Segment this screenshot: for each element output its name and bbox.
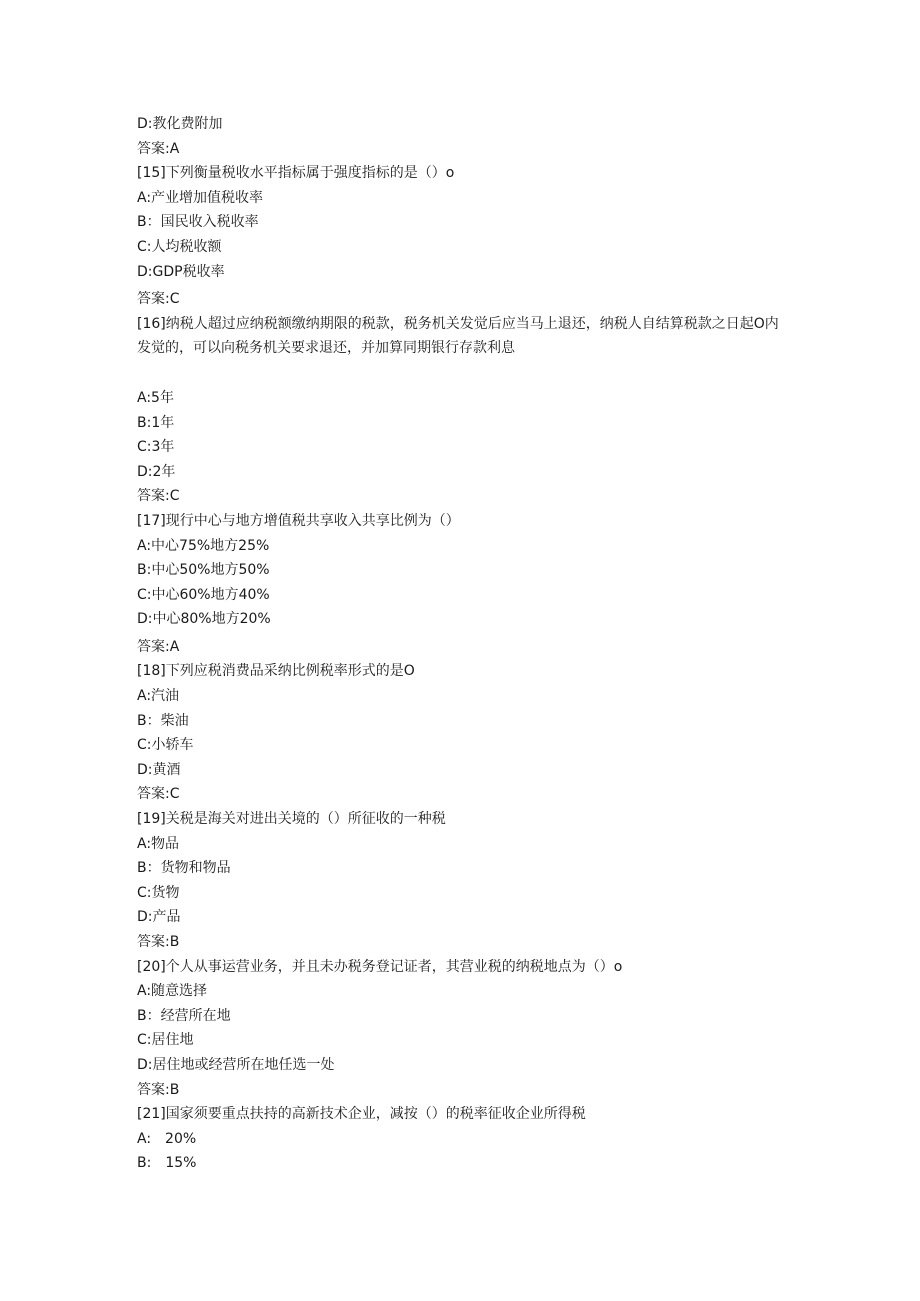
option-d: D:居住地或经营所在地任选一处	[137, 1056, 335, 1073]
answer: 答案:C	[137, 291, 180, 308]
option-c: C:中心60%地方40%	[137, 586, 270, 603]
option-a: A: 20%	[137, 1130, 197, 1147]
option-c: C:居住地	[137, 1032, 194, 1049]
option-b: B:1年	[137, 414, 175, 431]
option-b: B：经营所在地	[137, 1007, 231, 1024]
question-16: [16]纳税人超过应纳税额缴纳期限的税款，税务机关发觉后应当马上退还，纳税人自结算税款之日起O内发觉的，可以向税务机关要求退还，并加算同期银行存款利息	[137, 315, 779, 357]
option-c: C:货物	[137, 884, 180, 901]
answer: 答案:C	[137, 488, 180, 505]
option-a: A:中心75%地方25%	[137, 537, 270, 554]
option-a: A:随意选择	[137, 983, 208, 1000]
document-page	[137, 112, 787, 1176]
option-d: D:教化费附加	[137, 116, 223, 132]
question-15: [15]下列衡量税收水平指标属于强度指标的是（）o	[137, 165, 455, 182]
answer: 答案:A	[137, 140, 180, 157]
option-c: C:人均税收额	[137, 238, 222, 255]
option-b: B：货物和物品	[137, 860, 231, 877]
option-a: A:汽油	[137, 688, 180, 705]
answer: 答案:C	[137, 786, 180, 803]
option-b: B：柴油	[137, 712, 189, 729]
question-21: [21]国家须要重点扶持的高新技术企业，减按（）的税率征收企业所得税	[137, 1106, 586, 1123]
option-a: A:产业增加值税收率	[137, 189, 264, 206]
question-18: [18]下列应税消费品采纳比例税率形式的是O	[137, 663, 415, 680]
option-b: B：国民收入税收率	[137, 214, 259, 231]
option-a: A:5年	[137, 389, 174, 406]
answer: 答案:A	[137, 638, 180, 655]
option-a: A:物品	[137, 835, 180, 852]
option-d: D:GDP税收率	[137, 263, 225, 280]
question-19: [19]关税是海关对进出关境的（）所征收的一种税	[137, 811, 446, 828]
answer: 答案:B	[137, 1081, 180, 1098]
option-d: D:产品	[137, 909, 181, 926]
option-c: C:3年	[137, 439, 175, 456]
question-20: [20]个人从事运营业务，并且未办税务登记证者，其营业税的纳税地点为（）o	[137, 958, 623, 975]
option-b: B: 15%	[137, 1155, 197, 1172]
option-d: D:黄酒	[137, 761, 181, 778]
option-d: D:中心80%地方20%	[137, 611, 271, 628]
option-c: C:小轿车	[137, 737, 194, 754]
option-b: B:中心50%地方50%	[137, 562, 270, 579]
question-17: [17]现行中心与地方增值税共享收入共享比例为（）	[137, 512, 460, 529]
option-d: D:2年	[137, 463, 176, 480]
answer: 答案:B	[137, 934, 180, 950]
